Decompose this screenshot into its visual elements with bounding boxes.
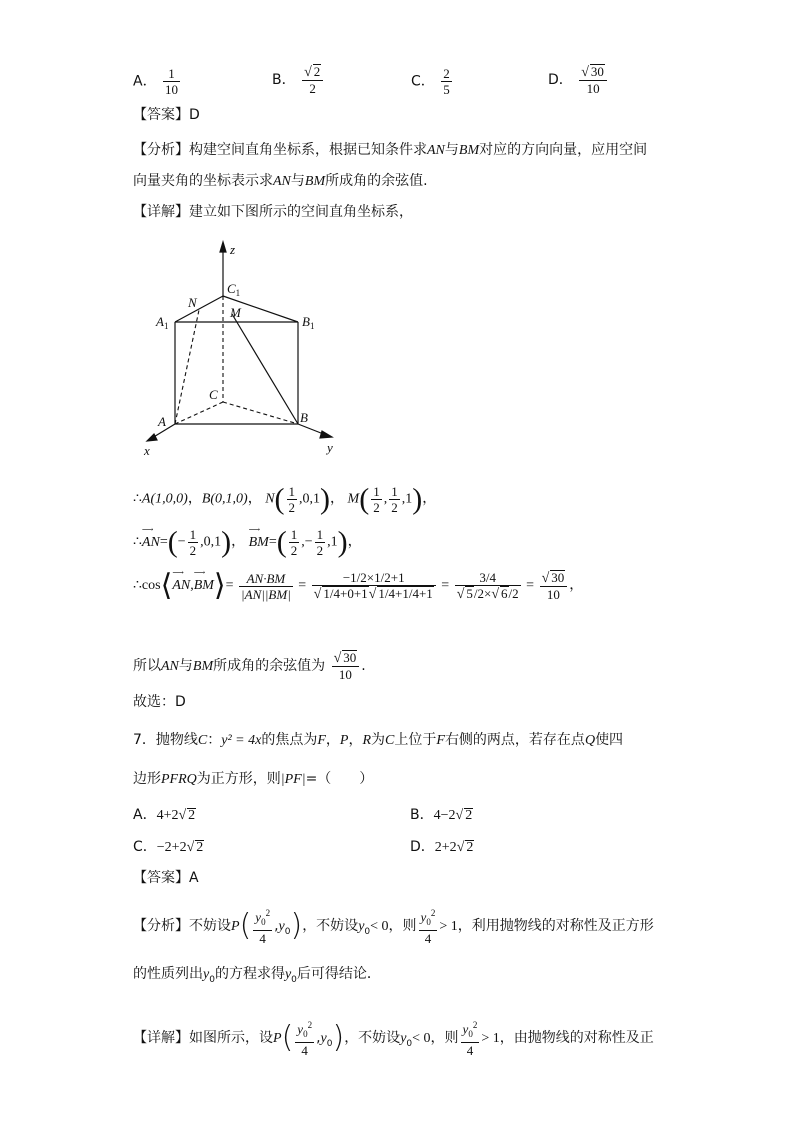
q6-analysis-line2: 向量夹角的坐标表示求AN与BM所成角的余弦值. bbox=[133, 173, 428, 189]
label-n: N bbox=[188, 295, 197, 310]
q7-option-c: C．−2+2√ 2 bbox=[133, 839, 204, 855]
segment-a-n bbox=[175, 310, 199, 424]
q6-answer: 【答案】D bbox=[133, 107, 200, 123]
label-m: M bbox=[230, 305, 241, 320]
edge-a1-c1 bbox=[175, 296, 223, 322]
edge-c-a bbox=[175, 402, 223, 424]
q6-choice: 故选：D bbox=[133, 694, 186, 710]
label-y: y bbox=[327, 440, 333, 455]
q7-option-d: D．2+2√ 2 bbox=[410, 839, 474, 855]
q7-answer: 【答案】A bbox=[133, 870, 199, 886]
option-b: B． $\frac{√ 2}{2}$ bbox=[272, 64, 325, 96]
label-b1: $B_1$ bbox=[302, 314, 315, 331]
q7-option-a: A．4+2√ 2 bbox=[133, 807, 196, 823]
q7-analysis-line2: 的性质列出$y_0$的方程求得$y_0$后可得结论． bbox=[133, 966, 381, 985]
option-a: A． $\frac{1}{10}$ bbox=[133, 66, 179, 97]
q7-option-b: B．4−2√ 2 bbox=[410, 807, 473, 823]
segment-m-b bbox=[232, 314, 298, 424]
q7-stem-line2: 边形PFRQ为正方形，则|PF|=（ ） bbox=[133, 771, 374, 787]
q6-cos-line: ∴cos⟨ ⟶ AN, ⟶ BM⟩= $\frac{AN\cdot BM}{|AN||BM|}$ = $\frac{-1/2\times 1/2+1}{√ 1/4+0+1√ 1/4+1/4+1}$ = $\frac{3/4}{√ 5/2\times√ 6/2}$ = $\frac{√ 30}{10}$ ， bbox=[133, 568, 584, 602]
q6-conclusion: 所以AN与BM所成角的余弦值为 $\frac{√ 30}{10}$ . bbox=[133, 650, 366, 682]
q7-detail-line1: 【详解】如图所示，设P( $\frac{y_0^2}{4}$ $,y_0$)，不妨设$y_0< 0$，则 $\frac{y_0^2}{4}$ > 1，由抛物线的对称性及正 bbox=[133, 1019, 654, 1058]
label-a: A bbox=[158, 414, 166, 429]
q6-analysis-line1: 【分析】构建空间直角坐标系，根据已知条件求AN与BM对应的方向向量，应用空间 bbox=[133, 142, 648, 158]
q6-coords-line: ∴A(1,0,0)，B(0,1,0)， N( $\frac{1}{2}$ ,0,1)， M( $\frac{1}{2}$ , $\frac{1}{2}$ ,1)， bbox=[133, 482, 437, 516]
label-b: B bbox=[300, 410, 308, 425]
label-c1: $C_1$ bbox=[227, 281, 241, 298]
label-x: x bbox=[144, 443, 150, 458]
z-arrow bbox=[220, 242, 226, 252]
q7-analysis-line1: 【分析】不妨设P( $\frac{y_0^2}{4}$ $,y_0$)，不妨设$y_0< 0$，则 $\frac{y_0^2}{4}$ > 1，利用抛物线的对称性及正方形 bbox=[133, 907, 654, 946]
label-c: C bbox=[209, 387, 218, 402]
x-arrow bbox=[147, 434, 157, 441]
label-a1: $A_1$ bbox=[156, 314, 169, 331]
option-c: C． $\frac{2}{5}$ bbox=[411, 66, 450, 97]
q7-stem-line1: 7．抛物线C：y² = 4x的焦点为F，P，R为C上位于F右侧的两点，若存在点Q使四 bbox=[133, 732, 624, 748]
q6-vectors-line: ∴ ⟶ AN=(− $\frac{1}{2}$ ,0,1)， ⟶ BM=( $\frac{1}{2}$ ,− $\frac{1}{2}$ ,1)， bbox=[133, 524, 362, 559]
label-z: z bbox=[230, 242, 236, 257]
prism-figure bbox=[130, 238, 350, 460]
y-arrow bbox=[320, 431, 332, 438]
option-d: D． $\frac{√ 30}{10}$ bbox=[548, 64, 609, 96]
q6-detail: 【详解】建立如下图所示的空间直角坐标系， bbox=[133, 204, 413, 220]
